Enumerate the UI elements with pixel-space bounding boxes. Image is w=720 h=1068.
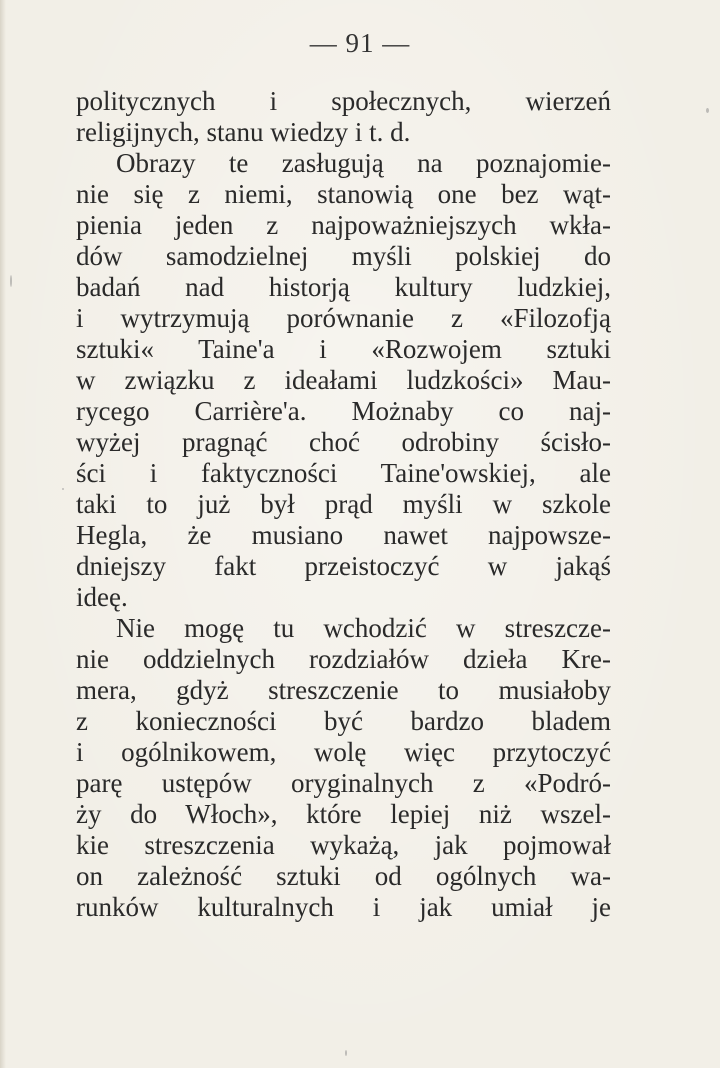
text-line: dów samodzielnej myśli polskiej do [76,241,611,271]
body-text [76,86,611,923]
text-line: z konieczności być bardzo bladem [76,706,611,736]
text-line: pienia jeden z najpoważniejszych wkła- [76,210,611,240]
text-line: on zależność sztuki od ogólnych wa- [76,861,611,891]
text-line: mera, gdyż streszczenie to musiałoby [76,675,611,705]
text-line: religijnych, stanu wiedzy i t. d. [76,117,411,147]
text-line: dniejszy fakt przeistoczyć w jakąś [76,551,611,581]
text-line: nie się z niemi, stanowią one bez wąt- [76,179,611,209]
text-line: ści i faktyczności Taine'owskiej, ale [76,458,611,488]
text-line: rycego Carrière'a. Możnaby co naj- [76,396,611,426]
text-line: nie oddzielnych rozdziałów dzieła Kre- [76,644,611,674]
text-line: w związku z ideałami ludzkości» Mau- [76,365,611,395]
text-line: ży do Włoch», które lepiej niż wszel- [76,799,611,829]
text-line: runków kulturalnych i jak umiał je [76,892,611,922]
text-line: sztuki« Taine'a i «Rozwojem sztuki [76,334,611,364]
page-edge-shadow [0,0,6,1068]
text-line: parę ustępów oryginalnych z «Podró- [76,768,611,798]
paragraph-first-line: Nie mogę tu wchodzić w streszcze- [116,613,611,643]
paragraph-first-line: Obrazy te zasługują na poznajomie- [116,148,611,178]
text-line: Hegla, że musiano nawet najpowsze- [76,520,611,550]
text-line: taki to już był prąd myśli w szkole [76,489,611,519]
text-line: i ogólnikowem, wolę więc przytoczyć [76,737,611,767]
page-number: — 91 — [309,28,411,58]
text-line: politycznych i społecznych, wierzeń [76,86,611,116]
text-line: kie streszczenia wykażą, jak pojmował [76,830,611,860]
text-line: wyżej pragnąć choć odrobiny ścisło- [76,427,611,457]
text-line: i wytrzymują porównanie z «Filozofją [76,303,611,333]
text-line: ideę. [76,582,128,612]
text-line: badań nad historją kultury ludzkiej, [76,272,611,302]
